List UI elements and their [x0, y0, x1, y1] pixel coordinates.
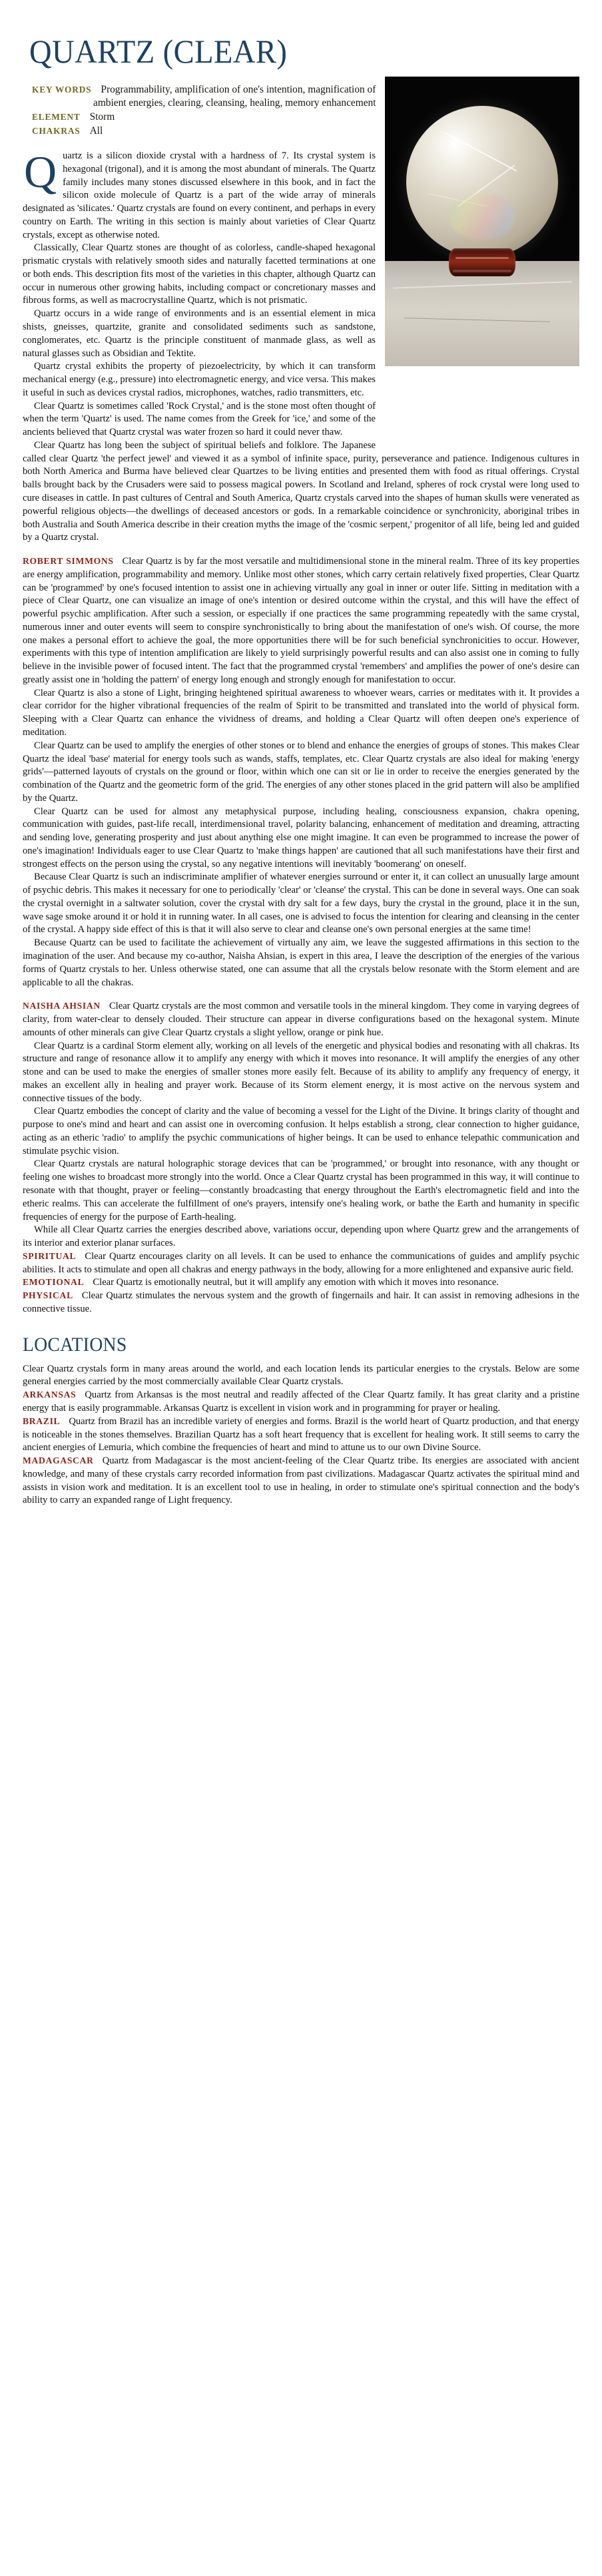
paragraph: Because Clear Quartz is such an indiscriminate amplifier of whatever energies surround or enter it, it can collect an unusually large amount of psychic debris. This makes it necessary for one to periodically 'clear' or 'cleanse' the crystal. This can be done in several ways. One can soak the crystal overnight in a saltwater solution, cover the crystal with dry salt for a few days, bury the crystal in the ground, place it in the sun, wave sage smoke around it or hold it in running water. In all cases, one is advised to focus the intention for clearing and cleansing in the center of the crystal. A happy side effect of this is that it will also serve to clear and cleanse one's own personal energies at the same time! [23, 872, 579, 935]
madagascar-text: Quartz from Madagascar is the most ancient-feeling of the Clear Quartz tribe. Its energies are associated with ancient knowledge, and many of these crystals carry recorded information from past civilizations. Madagascar Quartz activates the spiritual mind and assists in vision work and meditation. It is an excellent tool to use in healing, in order to stimulate one's spiritual connection and the body's ability to carry an expanded range of Light frequency. [23, 1455, 579, 1506]
page-title: QUARTZ (CLEAR) [29, 33, 288, 70]
intro-paragraph-text: uartz is a silicon dioxide crystal with a hardness of 7. Its crystal system is hexagonal (trigonal), and it is among the most abundant of minerals. The Quartz family includes many stones discussed elsewhere in this book, and in fact the silicon oxide molecule of Quartz is a part of the wide array of minerals designated as 'silicates.' Quartz crystals are found on every continent, and perhaps in every country on Earth. The writing in this section is mainly about varieties of Clear Quartz crystals, except as otherwise noted. [23, 150, 376, 240]
paragraph: Clear Quartz is sometimes called 'Rock Crystal,' and is the stone most often thought of when the term 'Quartz' is used. The name comes from the Greek for 'ice,' and some of the ancients believed that Quartz crystal was water frozen so hard it could never thaw. [23, 400, 376, 438]
physical-label: PHYSICAL [23, 1290, 73, 1301]
emotional-text: Clear Quartz is emotionally neutral, but it will amplify any emotion with which it moves into resonance. [93, 1277, 499, 1288]
paragraph: Clear Quartz embodies the concept of clarity and the value of becoming a vessel for the Light of the Divine. It brings clarity of thought and purpose to one's mind and heart and can assist one in overcoming confusion. It helps establish a strong, clear connection to higher guidance, acting as an etheric 'radio' to amplify the psychic communications of higher beings. It can be used to enhance telepathic communication and stimulate psychic vision. [23, 1106, 579, 1157]
drop-cap: Q [24, 146, 57, 198]
paragraph: Clear Quartz crystals are natural holographic storage devices that can be 'programmed,' or brought into resonance, with any thought or feeling one wishes to broadcast more strongly into the world. Once a Clear Quartz crystal has been programmed in this way, it will continue to resonate with that thought, prayer or feeling—constantly broadcasting that energy throughout the Earth's electromagnetic field and into the etheric realms. This can accelerate the fulfillment of one's prayers, intensify one's healing work, or bathe the Earth and humanity in specific frequencies of energy for the purpose of Earth-healing. [23, 1159, 579, 1222]
paragraph: Clear Quartz is a cardinal Storm element ally, working on all levels of the energetic and physical bodies and resonating with all chakras. Its structure and range of resonance allow it to amplify any energy with which it moves into resonance. It will amplify the energies of any other stone and can be used to make the energies of smaller stones more easily felt. Because of its ability to amplify any frequency of energy, it makes an excellent ally in healing and prayer work. Because of its Storm element energy, it is most active on the nervous system and connective tissues of the body. [23, 1040, 579, 1104]
spiritual-entry [23, 1250, 579, 1277]
paragraph: Classically, Clear Quartz stones are thought of as colorless, candle-shaped hexagonal prismatic crystals with relatively smooth sides and naturally facetted terminations at one or both ends. This description fits most of the varieties in this chapter, although Quartz can occur in numerous other growing habits, including compact or concretionary masses and fibrous forms, as well as macrocrystalline Quartz, which is not prismatic. [23, 242, 376, 306]
emotional-entry [23, 1276, 579, 1290]
naisha-ahsian-section [23, 1000, 579, 1039]
robert-simmons-paragraph-text: Clear Quartz is by far the most versatile and multidimensional stone in the mineral realm. Three of its key properties are energy amplification, programmability and memory. Unlike most other stones, which carry certain relatively fixed properties, Clear Quartz can be 'programmed' by one's focused intention to assist one in achieving virtually any goal in inner or outer life. Sitting in meditation with a piece of Clear Quartz, one can visualize an image of one's intention or desired outcome within the crystal, and this will have the effect of powerful psychic amplification. After such a session, or especially if one practices the same programming repeatedly with the same crystal, numerous inner and outer events will seem to conspire synchronistically to bring about the manifestation of one's wish. Of course, the more one makes a personal effort to achieve the goal, the more opportunities there will be for such beneficial synchronicities to occur. However, experiments with this type of intention amplification are likely to yield surprisingly powerful results and can also assist one in coming to fully believe in the invisible power of focused intent. The fact that the programmed crystal 'remembers' and amplifies the power of one's desire can greatly assist one in 'holding the pattern' of energy long enough and strongly enough for manifestation to occur. [23, 556, 579, 685]
paragraph: Clear Quartz is also a stone of Light, bringing heightened spiritual awareness to whoever wears, carries or meditates with it. It provides a clear corridor for the higher vibrational frequencies of the realm of Spirit to be transmitted and translated into the world of physical form. Sleeping with a Clear Quartz can enhance the vividness of dreams, and holding a Clear Quartz will often deepen one's experience of meditation. [23, 687, 579, 738]
location-entry-arkansas [23, 1389, 579, 1416]
body-column [23, 146, 579, 1507]
chakras-row [32, 125, 385, 138]
element-label: ELEMENT [32, 112, 81, 123]
emotional-label: EMOTIONAL [23, 1277, 85, 1288]
paragraph: Because Quartz can be used to facilitate the achievement of virtually any aim, we leave the suggested affirmations in this section to the imagination of the user. And because my co-author, Naisha Ahsian, is expert in this area, I leave the description of the energies of the various forms of Quartz crystals to her. Unless otherwise stated, one can assume that all the crystals below resonate with the Storm element and are applicable to all the chakras. [23, 937, 579, 988]
naisha-ahsian-heading: NAISHA AHSIAN [23, 1001, 101, 1011]
chakras-value: All [89, 125, 103, 137]
brazil-label: BRAZIL [23, 1416, 61, 1426]
element-value: Storm [89, 111, 115, 123]
keyword-value: Programmability, amplification of one's intention, magnification of ambient energies, clearing, cleansing, healing, memory enhancement [93, 84, 376, 109]
book-page [0, 35, 602, 2576]
keyword-label: KEY WORDS [32, 85, 92, 95]
physical-entry [23, 1290, 579, 1316]
paragraph: Quartz occurs in a wide range of environments and is an essential element in mica shists, gneisses, quartzite, granite and consolidated sediments such as sandstone, conglomerates, etc. Quartz is the principle constituent of manmade glass, as well as natural glasses such as Obsidian and Tektite. [23, 308, 376, 359]
locations-title: LOCATIONS [23, 1333, 127, 1356]
keyword-block [32, 83, 385, 138]
spiritual-text: Clear Quartz encourages clarity on all levels. It can be used to enhance the communications of guides and amplify psychic abilities. It acts to stimulate and open all chakras and energy pathways in the body, allowing for a more enlightened and expansive auric field. [23, 1250, 579, 1275]
intro-block [23, 146, 579, 242]
arkansas-label: ARKANSAS [23, 1390, 77, 1400]
robert-simmons-section [23, 555, 579, 687]
paragraph: Clear Quartz can be used to amplify the energies of other stones or to blend and enhance the energies of groups of stones. This makes Clear Quartz the ideal 'base' material for energy tools such as wands, staffs, templates, etc. Clear Quartz crystals are also ideal for making 'energy grids'—patterned layouts of crystals on the ground or floor, within which one can sit or lie in order to receive the energies generated by the combination of the Quartz and the geometric form of the grid. The energies of any other stones placed in the grid pattern will also be amplified by the Quartz. [23, 740, 579, 804]
paragraph: Clear Quartz can be used for almost any metaphysical purpose, including healing, consciousness expansion, chakra opening, communication with guides, past-life recall, interdimensional travel, polarity balancing, enhancement of meditation and dreaming, attracting and sending love, generating prosperity and just about anything else one might imagine. It can even be programmed to increase the power of one's imagination! Individuals eager to use Clear Quartz to 'make things happen' are cautioned that all such manifestations have their first and strongest effects on the person using the crystal, so any negative intentions will inevitably 'boomerang' on oneself. [23, 806, 579, 870]
brazil-text: Quartz from Brazil has an incredible variety of energies and forms. Brazil is the world heart of Quartz production, and that energy is noticeable in the stones themselves. Brazilian Quartz has a soft heart frequency that is excellent for healing work. It still seems to carry the ancient energies of Lemuria, which combine the frequencies of heart and mind to attune us to our own Divine Source. [23, 1416, 579, 1453]
location-entry-madagascar [23, 1455, 579, 1507]
naisha-ahsian-paragraph-text: Clear Quartz crystals are the most common and versatile tools in the mineral kingdom. They come in varying degrees of clarity, from water-clear to densely clouded. Their structure can appear in diverse configurations based on the hexagonal system. Minute amounts of other minerals can give Clear Quartz crystals a slight yellow, orange or pink hue. [23, 1001, 579, 1038]
chakras-label: CHAKRAS [32, 126, 81, 136]
keyword-row [32, 83, 385, 110]
locations-intro: Clear Quartz crystals form in many areas around the world, and each location lends its particular energies to the crystals. Below are some general energies carried by the most commercially available Clear Quartz crystals. [23, 1363, 579, 1388]
paragraph: While all Clear Quartz carries the energies described above, variations occur, depending upon where Quartz grew and the arrangements of its interior and exterior planar surfaces. [23, 1224, 579, 1249]
paragraph: Clear Quartz has long been the subject of spiritual beliefs and folklore. The Japanese called clear Quartz 'the perfect jewel' and viewed it as a symbol of infinite space, purity, perseverance and patience. Indigenous cultures in both North America and Burma have believed clear Quartzes to be living entities and presented them with food as ritual offerings. Crystal balls brought back by the Crusaders were said to possess magical powers. In Scotland and Ireland, spheres of rock crystal were long used to cure diseases in cattle. In past cultures of Central and South America, Quartz crystals carved into the shapes of human skulls were venerated as powerful religious objects—the dwellings of deceased ancestors or gods. In a remarkable coincidence or synchronicity, aboriginal tribes in both Australia and South America describe in their creation myths the image of the 'cosmic serpent,' progenitor of all life, being led and guided by a Quartz crystal. [23, 439, 579, 543]
robert-simmons-heading: ROBERT SIMMONS [23, 556, 114, 567]
madagascar-label: MADAGASCAR [23, 1455, 94, 1466]
physical-text: Clear Quartz stimulates the nervous system and the growth of fingernails and hair. It can assist in removing adhesions in the connective tissue. [23, 1290, 579, 1314]
paragraph: Quartz crystal exhibits the property of piezoelectricity, by which it can transform mechanical energy (e.g., pressure) into electromagnetic energy, and vice versa. This makes it useful in such as devices crystal radios, microphones, watches, radio transmitters, etc. [23, 361, 376, 398]
photo-text-wrap-spacer [376, 150, 579, 451]
location-entry-brazil [23, 1416, 579, 1455]
spiritual-label: SPIRITUAL [23, 1250, 77, 1261]
element-row [32, 111, 385, 124]
arkansas-text: Quartz from Arkansas is the most neutral and readily affected of the Clear Quartz family. It has great clarity and a pristine energy that is easily programmable. Arkansas Quartz is excellent in vision work and in programming for prayer or healing. [23, 1390, 579, 1414]
